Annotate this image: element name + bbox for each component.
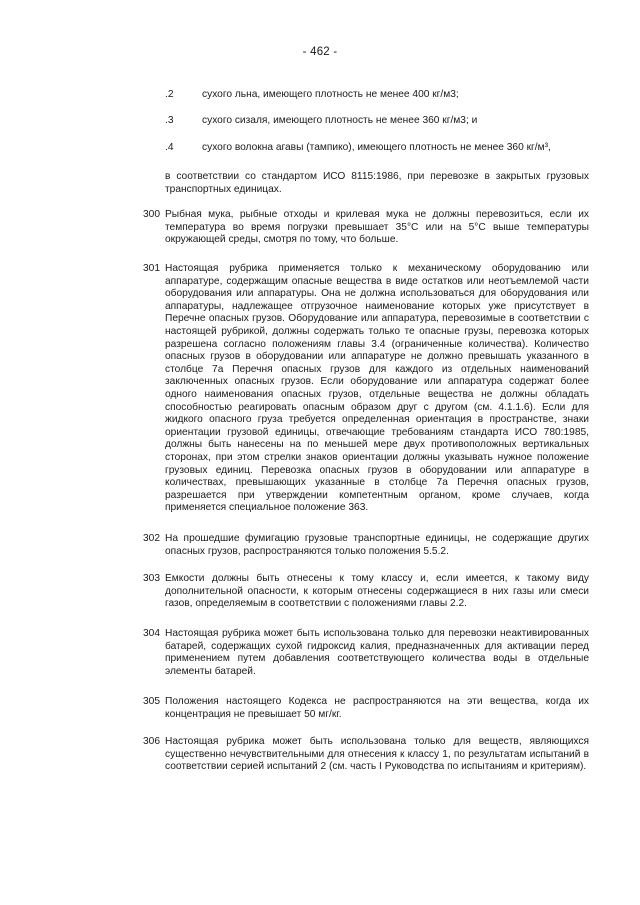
list-item-text: сухого сизаля, имеющего плотность не менее 360 кг/м3; и (202, 115, 478, 126)
list-item-text: сухого льна, имеющего плотность не менее 400 кг/м3; (202, 89, 459, 100)
list-item-number: .3 (165, 115, 174, 126)
list-item-text: сухого волокна агавы (тампико), имеющего плотность не менее 360 кг/м³, (202, 142, 551, 153)
continuation-paragraph: в соответствии со стандартом ИСО 8115:1986, при перевозке в закрытых грузовых транспортных единицах. (165, 171, 589, 195)
provision-text: Настоящая рубрика применяется только к механическому оборудованию или аппаратуре, содержащим опасные вещества в виде остатков или неотъемлемой части оборудования или аппаратуры. Она не должна использоваться для оборудования или аппаратуры, надлежащее отгрузочное наименование которых уже присутствует в Перечне опасных грузов. Оборудование или аппаратура, перевозимые в соответствии с настоящей рубрикой, должны содержать только те опасные грузы, перевозка которых разрешена согласно положениям главы 3.4 (ограниченные количества). Количество опасных грузов в оборудовании или аппаратуре не должно превышать указанного в столбце 7а Перечня опасных грузов для каждого из отдельных наименований заключенных опасных грузов. Если оборудование или аппаратура содержат более одного наименования опасных грузов, отдельные вещества не должны обладать способностью реагировать опасным образом друг с другом (см. 4.1.1.6). Если для жидкого опасного груза требуется определенная ориентация в пространстве, знаки ориентации грузовой единицы, отвечающие требованиям стандарта ИСО 780:1985, должны быть нанесены на по меньшей мере двух противоположных вертикальных сторонах, при этом стрелки знаков ориентации должны указывать нужное положение грузовых единиц. Перевозка опасных грузов в оборудовании или аппаратуре в количествах, превышающих указанные в столбце 7а Перечня опасных грузов, разрешается при утверждении компетентным органом, кроме случаев, когда применяется специальное положение 363. (165, 263, 589, 514)
provision-number: 301 (143, 263, 160, 274)
list-item-number: .4 (165, 142, 174, 153)
provision-text: Положения настоящего Кодекса не распространяются на эти вещества, когда их концентрация не превышает 50 мг/кг. (165, 696, 589, 720)
provision-number: 306 (143, 736, 160, 747)
provision-number: 303 (143, 573, 160, 584)
list-item-number: .2 (165, 89, 174, 100)
provision-number: 300 (143, 209, 160, 220)
provision-number: 304 (143, 628, 160, 639)
page-number: - 462 - (302, 46, 338, 58)
provision-text: Настоящая рубрика может быть использована только для веществ, являющихся существенно нечувствительными для отнесения к классу 1, по результатам испытаний в соответствии серией испытаний 2 (см. часть I Руководства по испытаниям и критериям). (165, 736, 589, 773)
provision-text: Настоящая рубрика может быть использована только для перевозки неактивированных батарей, содержащих сухой гидроксид калия, предназначенных для активации перед применением путем добавления соответствующего количества воды в отдельные элементы батарей. (165, 628, 589, 677)
provision-number: 305 (143, 696, 160, 707)
provision-text: На прошедшие фумигацию грузовые транспортные единицы, не содержащие других опасных грузов, распространяются только положения 5.5.2. (165, 533, 589, 557)
provision-text: Рыбная мука, рыбные отходы и крилевая мука не должны перевозиться, если их температура во время погрузки превышает 35°C или на 5°C выше температуры окружающей среды, смотря по тому, что больше. (165, 209, 589, 246)
provision-text: Емкости должны быть отнесены к тому классу и, если имеется, к такому виду дополнительной опасности, к которым отнесены содержащиеся в них газы или смеси газов, определяемым в соответствии с положениями главы 2.2. (165, 573, 589, 610)
provision-number: 302 (143, 533, 160, 544)
